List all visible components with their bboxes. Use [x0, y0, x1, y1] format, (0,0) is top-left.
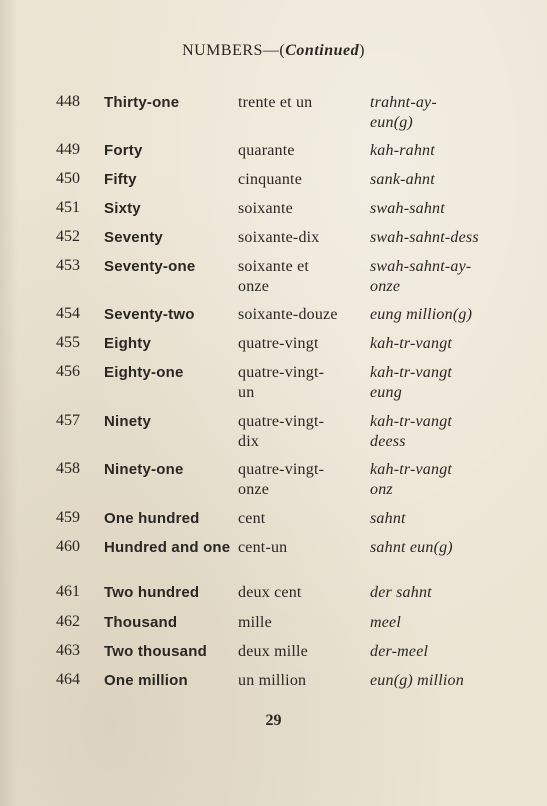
- page-heading: [0, 42, 547, 60]
- entry-number: 463: [56, 642, 80, 659]
- entry-number: 450: [56, 170, 80, 187]
- entry-number: 454: [56, 305, 80, 322]
- english-term: Thousand: [104, 614, 178, 631]
- pronunciation: sahnt eun(g): [370, 539, 453, 556]
- english-term: One million: [104, 672, 188, 689]
- english-term: Thirty-one: [104, 94, 180, 111]
- english-term: Eighty-one: [104, 364, 184, 381]
- entry-number: 460: [56, 538, 80, 555]
- heading-continued: Continued: [285, 42, 360, 59]
- entry-number: 451: [56, 199, 80, 216]
- english-term: Forty: [104, 142, 143, 159]
- entry-number: 457: [56, 412, 80, 429]
- entry-number: 449: [56, 141, 80, 158]
- english-term: Seventy-two: [104, 306, 195, 323]
- english-term: Seventy: [104, 229, 163, 246]
- pronunciation: der-meel: [370, 643, 429, 660]
- pronunciation: kah-rahnt: [370, 142, 435, 159]
- french-term: quatre-vingt- un: [238, 364, 325, 401]
- page-number: 29: [265, 712, 282, 729]
- pronunciation: kah-tr-vangt deess: [370, 413, 453, 450]
- pronunciation: meel: [370, 614, 402, 631]
- english-term: Fifty: [104, 171, 137, 188]
- french-term: deux cent: [238, 584, 302, 601]
- entry-number: 461: [56, 583, 80, 600]
- english-term: Ninety: [104, 413, 152, 430]
- french-term: trente et un: [238, 94, 313, 111]
- entry-number: 452: [56, 228, 80, 245]
- pronunciation: trahnt-ay- eun(g): [370, 94, 437, 131]
- pronunciation: kah-tr-vangt: [370, 335, 453, 352]
- french-term: cent-un: [238, 539, 288, 556]
- french-term: mille: [238, 614, 272, 631]
- french-term: quatre-vingt- onze: [238, 461, 325, 498]
- heading-close: ): [359, 42, 365, 59]
- english-term: Two hundred: [104, 584, 200, 601]
- english-term: Ninety-one: [104, 461, 184, 478]
- entry-number: 464: [56, 671, 80, 688]
- french-term: soixante-dix: [238, 229, 320, 246]
- entry-number: 448: [56, 93, 80, 110]
- heading-title: NUMBERS—(: [182, 42, 286, 59]
- english-term: Sixty: [104, 200, 141, 217]
- english-term: Two thousand: [104, 643, 207, 660]
- french-term: deux mille: [238, 643, 308, 660]
- french-term: un million: [238, 672, 307, 689]
- entry-number: 453: [56, 257, 80, 274]
- french-term: soixante: [238, 200, 293, 217]
- french-term: soixante et onze: [238, 258, 310, 295]
- pronunciation: eung million(g): [370, 306, 473, 323]
- pronunciation: swah-sahnt: [370, 200, 445, 217]
- entry-number: 456: [56, 363, 80, 380]
- english-term: Seventy-one: [104, 258, 196, 275]
- french-term: cinquante: [238, 171, 302, 188]
- entry-number: 462: [56, 613, 80, 630]
- entry-number: 455: [56, 334, 80, 351]
- french-term: quarante: [238, 142, 295, 159]
- pronunciation: sank-ahnt: [370, 171, 435, 188]
- pronunciation: sahnt: [370, 510, 406, 527]
- french-term: soixante-douze: [238, 306, 338, 323]
- english-term: Eighty: [104, 335, 152, 352]
- pronunciation: eun(g) million: [370, 672, 464, 689]
- entry-number: 459: [56, 509, 80, 526]
- english-term: One hundred: [104, 510, 200, 527]
- french-term: quatre-vingt: [238, 335, 319, 352]
- pronunciation: swah-sahnt-dess: [370, 229, 479, 246]
- pronunciation: kah-tr-vangt eung: [370, 364, 453, 401]
- pronunciation: swah-sahnt-ay- onze: [370, 258, 472, 295]
- pronunciation: kah-tr-vangt onz: [370, 461, 453, 498]
- french-term: quatre-vingt- dix: [238, 413, 325, 450]
- english-term: Hundred and one: [104, 539, 231, 556]
- entry-number: 458: [56, 460, 80, 477]
- french-term: cent: [238, 510, 266, 527]
- pronunciation: der sahnt: [370, 584, 432, 601]
